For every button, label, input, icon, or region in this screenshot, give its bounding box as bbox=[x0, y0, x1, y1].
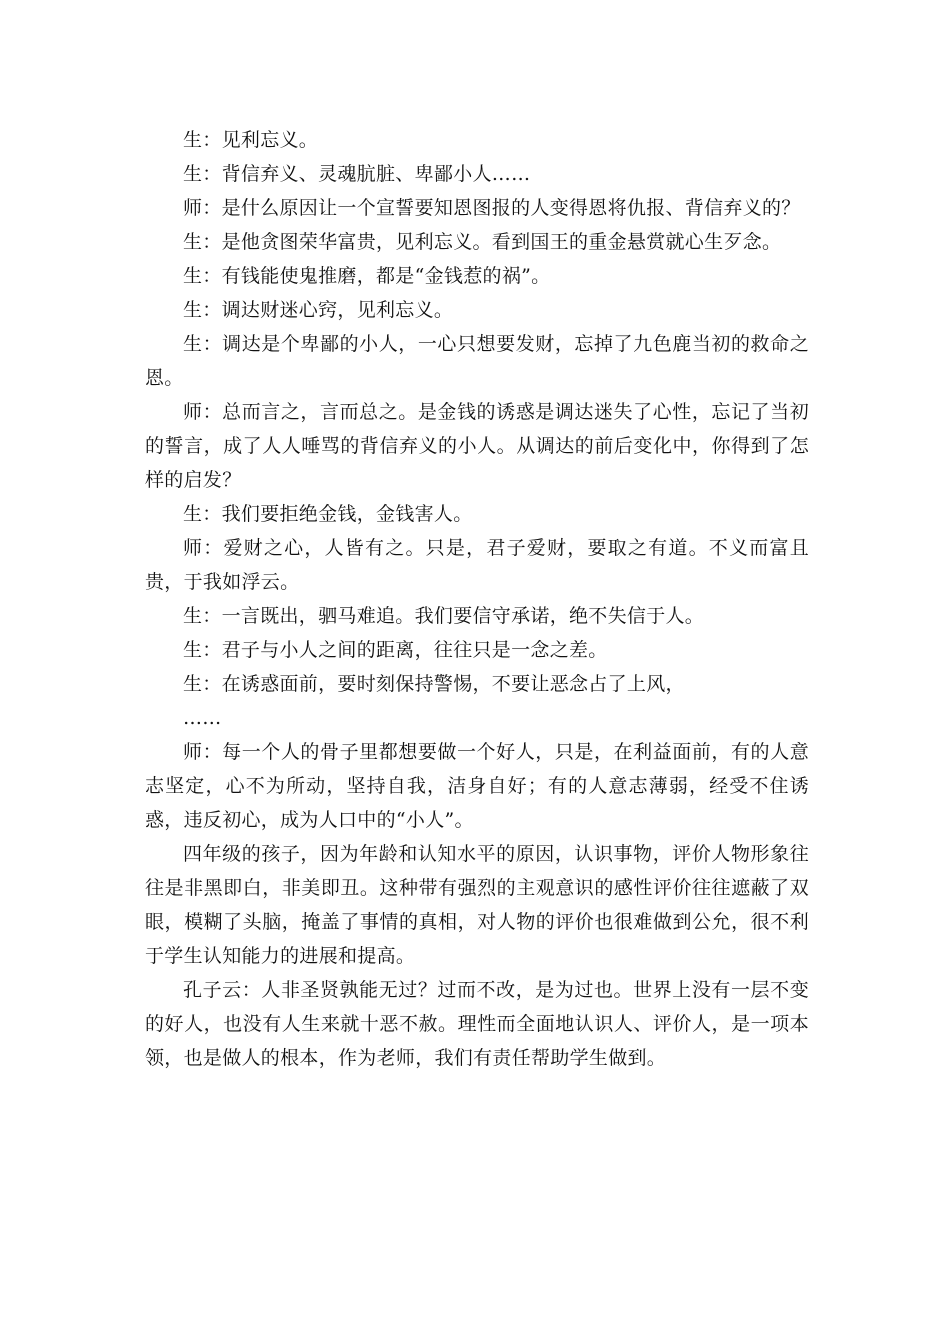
paragraph-10: 师：爱财之心，人皆有之。只是，君子爱财，要取之有道。不义而富且贵，于我如浮云。 bbox=[145, 537, 809, 593]
paragraph-3: 师：是什么原因让一个宣誓要知恩图报的人变得恩将仇报、背信弃义的？ bbox=[183, 197, 801, 219]
paragraph-12: 生：君子与小人之间的距离，往往只是一念之差。 bbox=[183, 639, 608, 661]
paragraph-13: 生：在诱惑面前，要时刻保持警惕，不要让恶念占了上风， bbox=[183, 673, 685, 695]
paragraph-11: 生：一言既出，驷马难追。我们要信守承诺，绝不失信于人。 bbox=[183, 605, 705, 627]
paragraph-1: 生：见利忘义。 bbox=[183, 129, 319, 151]
paragraph-16: 四年级的孩子，因为年龄和认知水平的原因，认识事物，评价人物形象往往是非黑即白，非美即丑。这种带有强烈的主观意识的感性评价往往遮蔽了双眼，模糊了头脑，掩盖了事情的真相，对人物的评价也很难做到公允，很不利于学生认知能力的进展和提高。 bbox=[145, 843, 809, 967]
paragraph-8: 师：总而言之，言而总之。是金钱的诱惑是调达迷失了心性，忘记了当初的誓言，成了人人唾骂的背信弃义的小人。从调达的前后变化中，你得到了怎样的启发？ bbox=[145, 401, 809, 491]
paragraph-9: 生：我们要拒绝金钱，金钱害人。 bbox=[183, 503, 473, 525]
paragraph-5: 生：有钱能使鬼推磨，都是“金钱惹的祸”。 bbox=[183, 265, 551, 287]
ellipsis-line: …… bbox=[183, 707, 222, 729]
paragraph-6: 生：调达财迷心窍，见利忘义。 bbox=[183, 299, 454, 321]
paragraph-7: 生：调达是个卑鄙的小人，一心只想要发财，忘掉了九色鹿当初的救命之恩。 bbox=[145, 333, 809, 389]
paragraph-15: 师：每一个人的骨子里都想要做一个好人，只是，在利益面前，有的人意志坚定，心不为所动，坚持自我，洁身自好；有的人意志薄弱，经受不住诱惑，违反初心，成为人口中的“小人”。 bbox=[145, 741, 809, 831]
document-page bbox=[145, 123, 809, 1075]
paragraph-2: 生：背信弃义、灵魂肮脏、卑鄙小人…… bbox=[183, 163, 531, 185]
paragraph-4: 生：是他贪图荣华富贵，见利忘义。看到国王的重金悬赏就心生歹念。 bbox=[183, 231, 782, 253]
paragraph-17: 孔子云：人非圣贤孰能无过？过而不改，是为过也。世界上没有一层不变的好人，也没有人生来就十恶不赦。理性而全面地认识人、评价人，是一项本领，也是做人的根本，作为老师，我们有责任帮助学生做到。 bbox=[145, 979, 809, 1069]
